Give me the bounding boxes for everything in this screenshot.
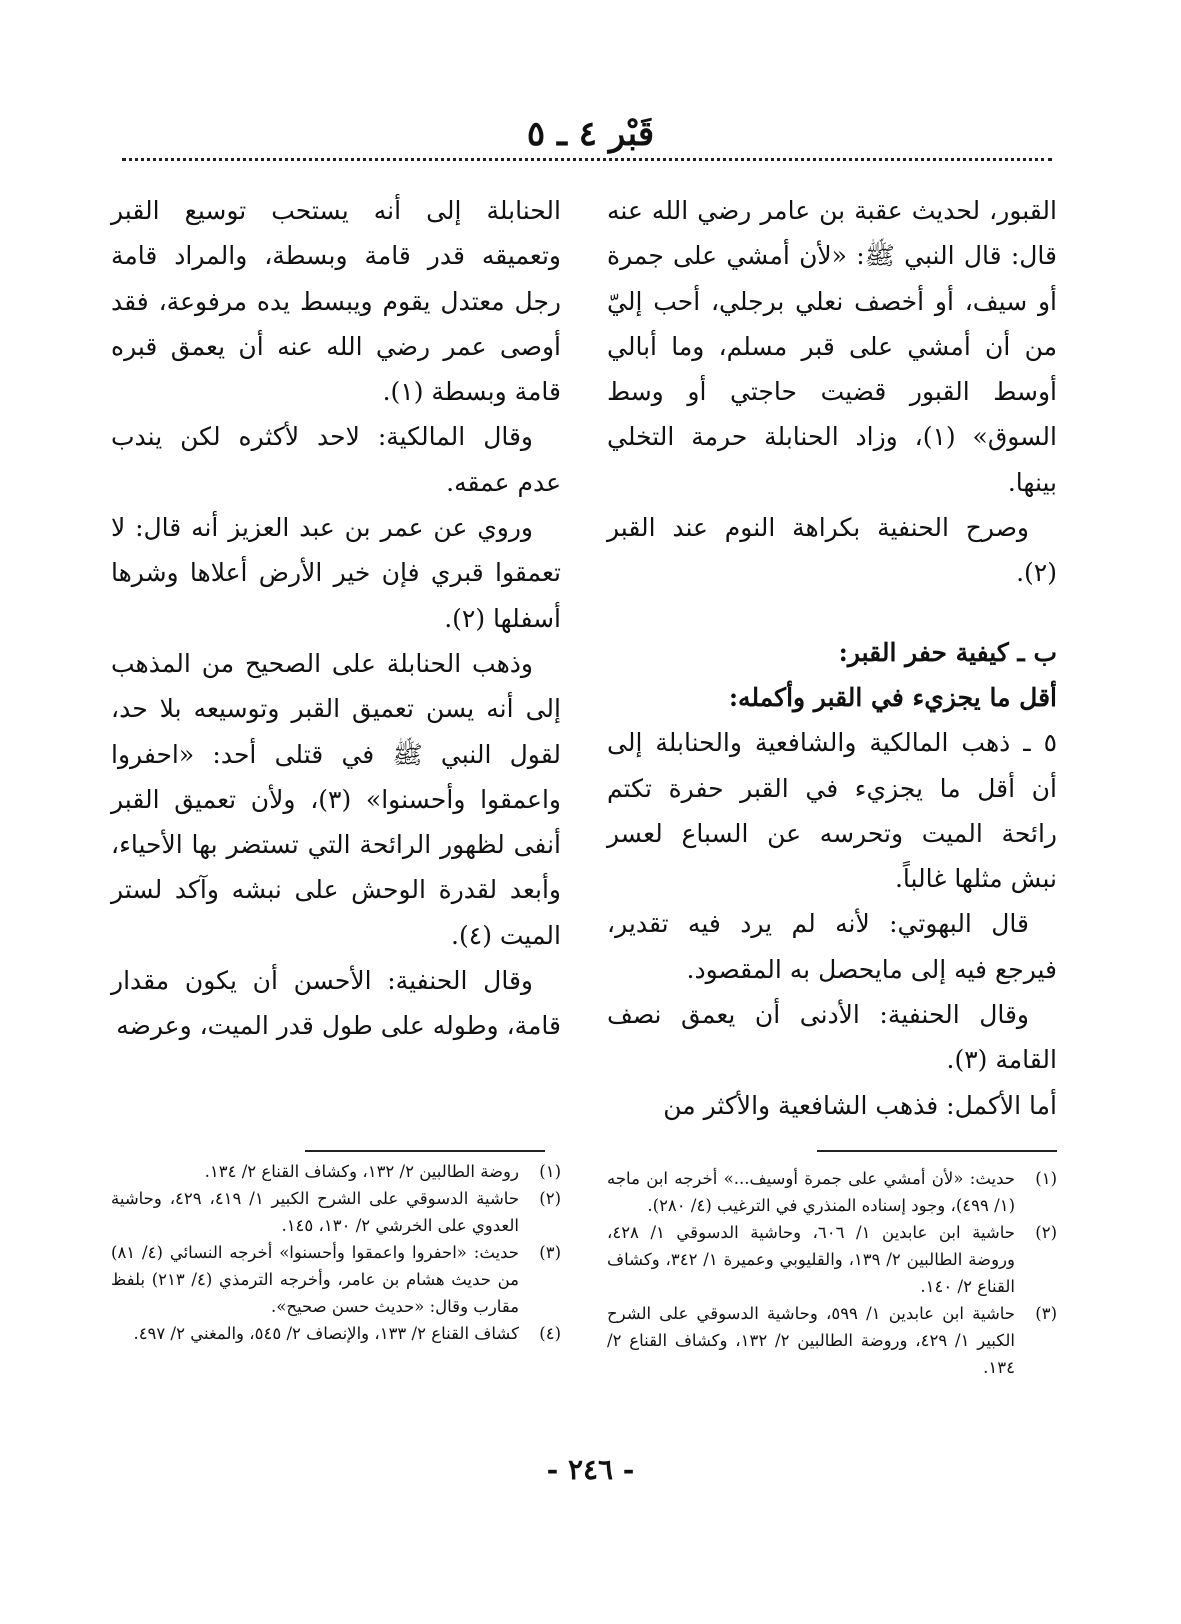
footnote-number: (٣) <box>539 1243 561 1262</box>
footnote-text: حديث: «لأن أمشي على جمرة أوسيف...» أخرجه ابن ماجه (١/ ٤٩٩)، وجود إسناده المنذري في الترغيب (٤/ ٢٨٠). <box>607 1169 1015 1215</box>
paragraph: القبور، لحديث عقبة بن عامر رضي الله عنه قال: قال النبي ﷺ: «لأن أمشي على جمرة أو سيف، أو أخصف نعلي برجلي، أحب إليّ من أن أمشي على قبر مسلم، وما أبالي أوسط القبور قضيت حاجتي أو وسط السوق» (١)، وزاد الحنابلة حرمة التخلي بينها. <box>607 196 1057 497</box>
footnote-number: (٢) <box>539 1189 561 1208</box>
footnote <box>607 1300 1057 1381</box>
footnote-text: حديث: «احفروا واعمقوا وأحسنوا» أخرجه النسائي (٤/ ٨١) من حديث هشام بن عامر، وأخرجه الترمذي (٤/ ٢١٣) بلفظ مقارب وقال: «حديث حسن صحيح». <box>111 1243 519 1316</box>
right-text-column <box>607 188 1057 1128</box>
section-heading: ب ـ كيفية حفر القبر: <box>838 637 1057 667</box>
header-dotted-rule <box>122 158 1052 161</box>
paragraph: أما الأكمل: فذهب الشافعية والأكثر من <box>663 1090 1057 1120</box>
footnote-text: كشاف القناع ٢/ ١٣٣، والإنصاف ٢/ ٥٤٥، والمغني ٢/ ٤٩٧. <box>133 1324 519 1343</box>
footnote-text: حاشية ابن عابدين ١/ ٦٠٦، وحاشية الدسوقي ١/ ٤٢٨، وروضة الطالبين ٢/ ١٣٩، والقليوبي وعميرة ١/ ٣٤٢، وكشاف القناع ٢/ ١٤٠. <box>607 1223 1015 1296</box>
footnote-text: حاشية ابن عابدين ١/ ٥٩٩، وحاشية الدسوقي على الشرح الكبير ١/ ٤٢٩، وروضة الطالبين ٢/ ١٣٢، وكشاف القناع ٢/ ١٣٤. <box>607 1304 1016 1377</box>
page-header-title: قَبْر ٤ ـ ٥ <box>526 114 655 154</box>
footnotes-right <box>607 1165 1057 1381</box>
footnote <box>111 1320 561 1347</box>
footnote-number: (١) <box>539 1162 561 1181</box>
footnote-rule-left <box>305 1150 545 1152</box>
paragraph: وقال المالكية: لاحد لأكثره لكن يندب عدم عمقه. <box>111 422 561 497</box>
subsection-heading: أقل ما يجزيء في القبر وأكمله: <box>728 682 1057 712</box>
footnote-number: (٤) <box>539 1324 561 1343</box>
paragraph: وذهب الحنابلة على الصحيح من المذهب إلى أنه يسن تعميق القبر وتوسيعه بلا حد، لقول النبي ﷺ في قتلى أحد: «احفروا واعمقوا وأحسنوا» (٣)، ولأن تعميق القبر أنفى لظهور الرائحة التي تستضر بها الأحياء، وأبعد لقدرة الوحش على نبشه وآكد لستر الميت (٤). <box>111 648 561 950</box>
paragraph: ٥ ـ ذهب المالكية والشافعية والحنابلة إلى أن أقل ما يجزيء في القبر حفرة تكتم رائحة الميت وتحرسه عن السباع لعسر نبش مثلها غالباً. <box>607 728 1057 894</box>
paragraph: قال البهوتي: لأنه لم يرد فيه تقدير، فيرجع فيه إلى مايحصل به المقصود. <box>607 909 1057 984</box>
paragraph: وقال الحنفية: الأدنى أن يعمق نصف القامة (٣). <box>607 1000 1057 1075</box>
paragraph: الحنابلة إلى أنه يستحب توسيع القبر وتعميقه قدر قامة وبسطة، والمراد قامة رجل معتدل يقوم ويبسط يده مرفوعة، فقد أوصى عمر رضي الله عنه أن يعمق قبره قامة وبسطة (١). <box>111 196 561 407</box>
paragraph: وقال الحنفية: الأحسن أن يكون مقدار قامة، وطوله على طول قدر الميت، وعرضه <box>111 966 561 1041</box>
footnote-rule-right <box>817 1150 1057 1152</box>
footnote-text: حاشية الدسوقي على الشرح الكبير ١/ ٤١٩، ٤٢٩، وحاشية العدوي على الخرشي ٢/ ١٣٠، ١٤٥. <box>111 1189 520 1235</box>
left-text-column <box>111 188 561 1049</box>
footnote <box>111 1185 561 1239</box>
footnote <box>111 1158 561 1185</box>
footnote-text: روضة الطالبين ٢/ ١٣٢، وكشاف القناع ٢/ ١٣٤. <box>204 1162 519 1181</box>
footnote-number: (٣) <box>1035 1304 1057 1323</box>
paragraph: وصرح الحنفية بكراهة النوم عند القبر (٢). <box>607 513 1057 588</box>
footnote <box>607 1165 1057 1219</box>
footnote <box>111 1239 561 1320</box>
paragraph: وروي عن عمر بن عبد العزيز أنه قال: لا تعمقوا قبري فإن خير الأرض أعلاها وشرها أسفلها (٢). <box>111 513 561 633</box>
footnote <box>607 1219 1057 1300</box>
page-number: - ٢٤٦ - <box>546 1453 635 1486</box>
footnote-number: (٢) <box>1035 1223 1057 1242</box>
footnotes-left <box>111 1158 561 1347</box>
footnote-number: (١) <box>1035 1169 1057 1188</box>
